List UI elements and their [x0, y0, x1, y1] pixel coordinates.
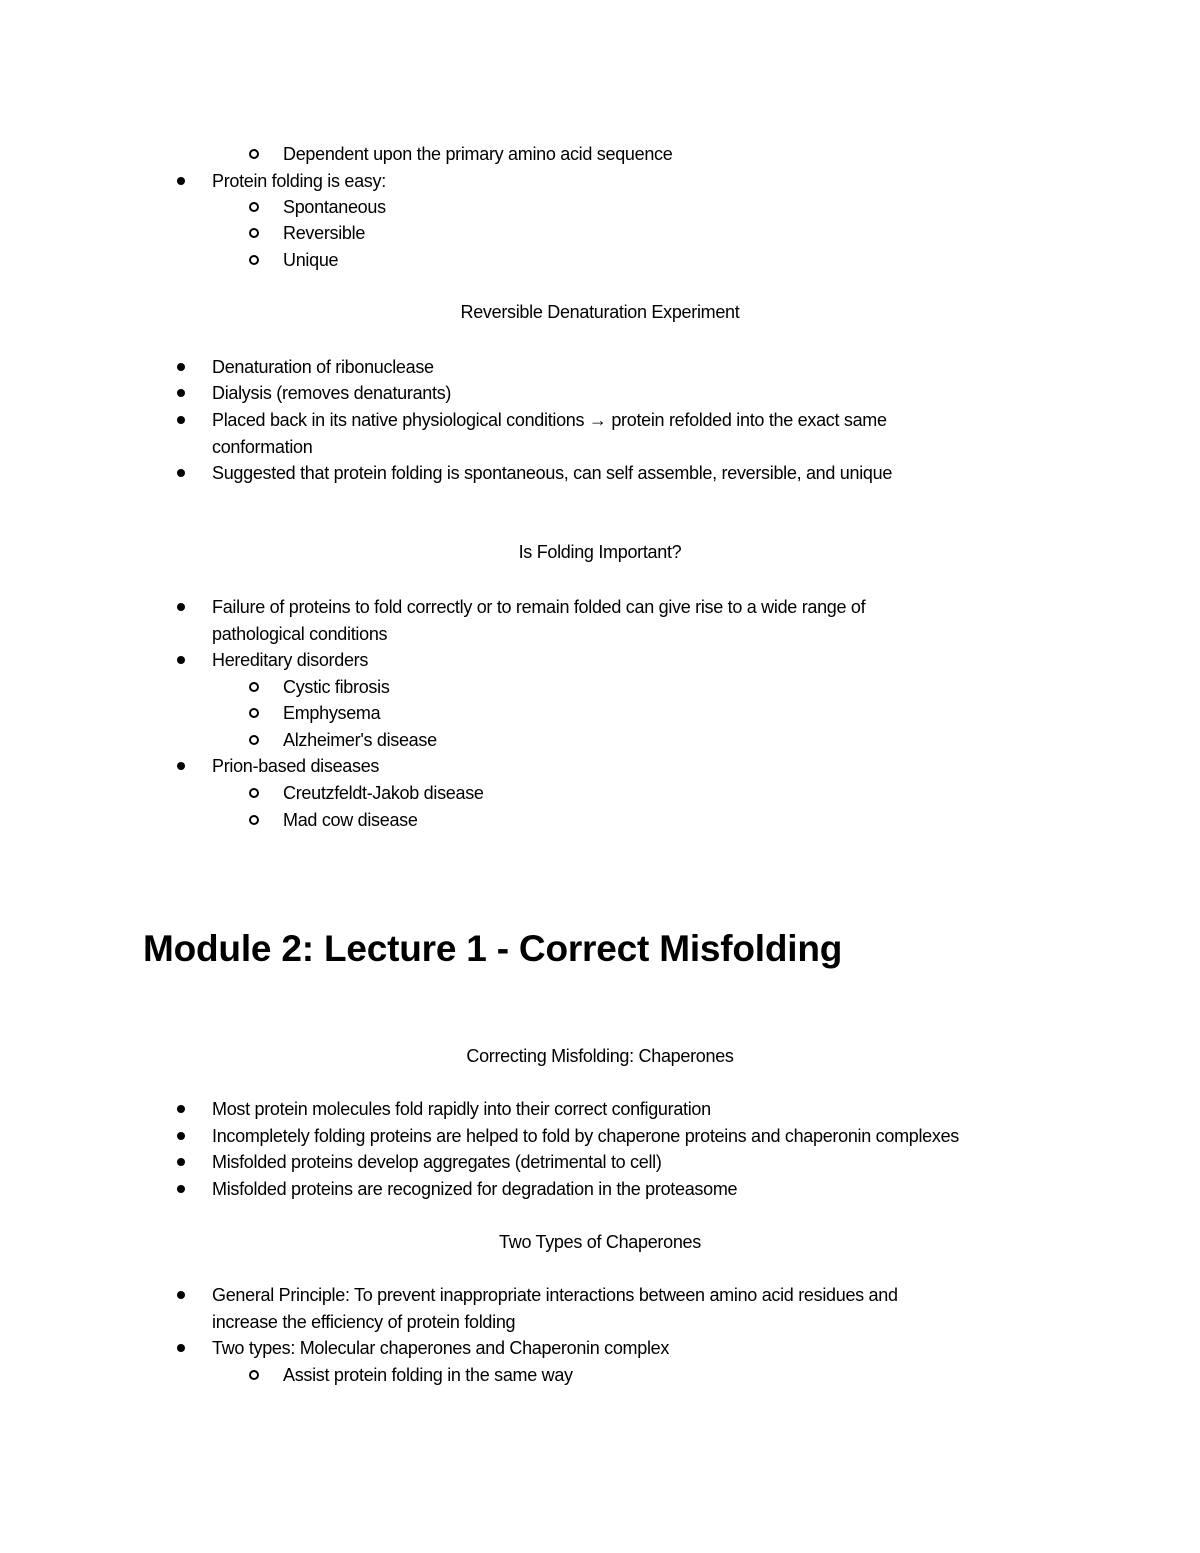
bullet-icon: [177, 363, 185, 371]
list-item: Dependent upon the primary amino acid sequence: [283, 144, 673, 164]
hollow-bullet-icon: [249, 228, 259, 238]
list-item: Dialysis (removes denaturants): [212, 383, 452, 403]
list-item: Mad cow disease: [283, 810, 418, 830]
list-item: Spontaneous: [283, 197, 386, 217]
hollow-bullet-icon: [249, 255, 259, 265]
list-item: Creutzfeldt-Jakob disease: [283, 783, 484, 803]
list-item-continuation: pathological conditions: [212, 624, 388, 644]
list-item: Prion-based diseases: [212, 756, 380, 776]
list-item: Cystic fibrosis: [283, 677, 390, 697]
section-heading-two-types: Two Types of Chaperones: [499, 1232, 701, 1252]
module-title: Module 2: Lecture 1 - Correct Misfolding: [143, 928, 843, 969]
bullet-icon: [177, 1344, 185, 1352]
bullet-icon: [177, 603, 185, 611]
list-item: Hereditary disorders: [212, 650, 369, 670]
bullet-icon: [177, 656, 185, 664]
list-item: Protein folding is easy:: [212, 171, 386, 191]
bullet-icon: [177, 1158, 185, 1166]
list-item: Placed back in its native physiological conditions → protein refolded into the exact same: [212, 410, 887, 430]
bullet-icon: [177, 762, 185, 770]
list-item: Suggested that protein folding is spontaneous, can self assemble, reversible, and unique: [212, 463, 893, 483]
hollow-bullet-icon: [249, 708, 259, 718]
bullet-icon: [177, 469, 185, 477]
hollow-bullet-icon: [249, 788, 259, 798]
list-item: Emphysema: [283, 703, 381, 723]
hollow-bullet-icon: [249, 202, 259, 212]
list-item: Misfolded proteins develop aggregates (detrimental to cell): [212, 1152, 662, 1172]
list-item: Denaturation of ribonuclease: [212, 357, 434, 377]
list-item: Two types: Molecular chaperones and Chaperonin complex: [212, 1338, 670, 1358]
list-item: Unique: [283, 250, 339, 270]
bullet-icon: [177, 1105, 185, 1113]
bullet-icon: [177, 416, 185, 424]
list-item: Assist protein folding in the same way: [283, 1365, 573, 1385]
bullet-icon: [177, 1291, 185, 1299]
list-item: Misfolded proteins are recognized for degradation in the proteasome: [212, 1179, 738, 1199]
section-heading-important: Is Folding Important?: [518, 542, 682, 562]
hollow-bullet-icon: [249, 735, 259, 745]
list-item-continuation: conformation: [212, 437, 313, 457]
list-item: Failure of proteins to fold correctly or to remain folded can give rise to a wide range of: [212, 597, 866, 617]
list-item: Alzheimer's disease: [283, 730, 437, 750]
list-item-continuation: increase the efficiency of protein folding: [212, 1312, 516, 1332]
list-item: Most protein molecules fold rapidly into their correct configuration: [212, 1099, 711, 1119]
bullet-icon: [177, 1185, 185, 1193]
list-item: General Principle: To prevent inappropriate interactions between amino acid residues and: [212, 1285, 898, 1305]
hollow-bullet-icon: [249, 682, 259, 692]
section-heading-chaperones: Correcting Misfolding: Chaperones: [466, 1046, 734, 1066]
hollow-bullet-icon: [249, 815, 259, 825]
list-item: Incompletely folding proteins are helped to fold by chaperone proteins and chaperonin complexes: [212, 1126, 959, 1146]
list-item: Reversible: [283, 223, 366, 243]
bullet-icon: [177, 177, 185, 185]
section-heading-reversible: Reversible Denaturation Experiment: [460, 302, 740, 322]
hollow-bullet-icon: [249, 149, 259, 159]
bullet-icon: [177, 1132, 185, 1140]
bullet-icon: [177, 389, 185, 397]
hollow-bullet-icon: [249, 1370, 259, 1380]
